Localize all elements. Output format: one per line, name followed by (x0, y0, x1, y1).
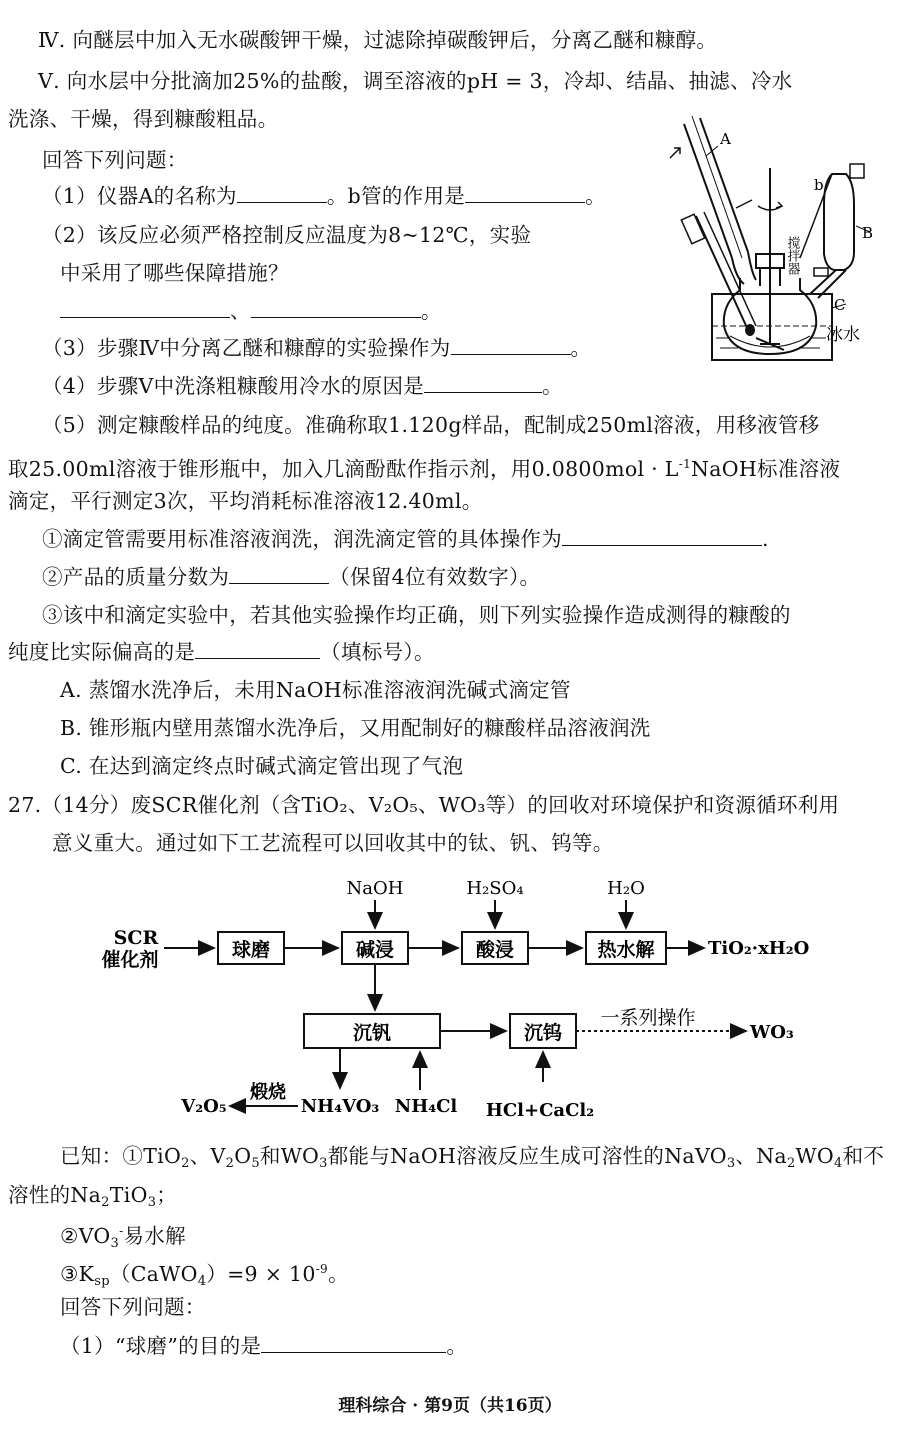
label-series-ops: 一系列操作 (600, 1007, 696, 1029)
step-5-line1: Ⅴ. 向水层中分批滴加25%的盐酸，调至溶液的pH = 3，冷却、结晶、抽滤、冷水 (38, 69, 793, 93)
flow-start-line2: 催化剂 (101, 949, 159, 971)
option-a: A. 蒸馏水洗净后，未用NaOH标准溶液润洗碱式滴定管 (60, 678, 571, 702)
question-26-5-line1: （5）测定糠酸样品的纯度。准确称取1.120g样品，配制成250ml溶液，用移液管移 (42, 413, 820, 437)
question-26-5-2: ②产品的质量分数为 （保留4位有效数字）。 (42, 565, 541, 589)
flow-start-line1: SCR (113, 927, 159, 949)
question-26-5-line2: 取25.00ml溶液于锥形瓶中，加入几滴酚酞作指示剂，用$0.0800mol \cdot L^{-1}NaOH$标准溶液 (8, 457, 841, 481)
question-27-1: （1）“球磨”的目的是 。 (60, 1334, 468, 1358)
answer-blank[interactable] (562, 527, 762, 546)
answer-blank[interactable] (465, 184, 585, 203)
page-footer: 理科综合 · 第9页（共16页） (338, 1396, 562, 1416)
box-acid-leach-label: 酸浸 (475, 939, 515, 961)
known-line1: 已知：①TiO$_2$、$V_2O_5$和$WO_3$都能与NaOH溶液反应生成可溶性的NaVO$_3$、$Na_2WO_4$和不 (60, 1144, 885, 1171)
box-w-precip-label: 沉钨 (523, 1022, 563, 1044)
answer-blank[interactable] (451, 336, 571, 355)
reagent-h2so4: H₂SO₄ (466, 878, 524, 899)
label-a: A (720, 130, 731, 148)
answer-blank[interactable] (237, 184, 327, 203)
step-5-line2: 洗涤、干燥，得到糠酸粗品。 (8, 107, 279, 131)
apparatus-diagram (660, 108, 890, 378)
reagent-naoh: NaOH (346, 878, 404, 899)
answer-blank[interactable] (229, 565, 329, 584)
known-line2: 溶性的$Na_2TiO_3$； (8, 1183, 178, 1210)
question-26-2-line1: （2）该反应必须严格控制反应温度为8~12℃，实验 (42, 223, 532, 247)
question-26-2-line2: 中采用了哪些保障措施？ (60, 261, 289, 285)
label-b: b (814, 176, 824, 194)
process-flow-diagram (100, 872, 820, 1122)
product-v2o5: V₂O₅ (181, 1096, 227, 1117)
ice-bath-container (712, 294, 832, 360)
product-wo3: WO₃ (750, 1022, 794, 1043)
answer-blank[interactable] (424, 374, 542, 393)
option-b: B. 锥形瓶内壁用蒸馏水洗净后，又用配制好的糠酸样品溶液润洗 (60, 716, 651, 740)
label-hcl-cacl2: HCl+CaCl₂ (485, 1100, 595, 1121)
label-stirrer: 搅拌器 (784, 236, 800, 275)
label-c: C (834, 296, 846, 314)
answer-blank[interactable] (60, 299, 230, 318)
question-26-1: （1）仪器A的名称为 。b管的作用是 。 (42, 184, 606, 208)
answer-blank[interactable] (251, 299, 421, 318)
box-ball-mill-label: 球磨 (231, 939, 271, 961)
question-27-line1: 27.（14分）废SCR催化剂（含TiO₂、V₂O₅、WO₃等）的回收对环境保护和资源循环利用 (8, 793, 840, 817)
answer-blank[interactable] (195, 640, 320, 659)
product-tio2: TiO₂·xH₂O (708, 938, 810, 959)
answer-intro: 回答下列问题： (42, 148, 188, 172)
question-26-3: （3）步骤Ⅳ中分离乙醚和糠醇的实验操作为 。 (42, 336, 592, 360)
label-calcine: 煅烧 (250, 1082, 286, 1103)
question-26-5-3-line2: 纯度比实际偏高的是 （填标号）。 (8, 640, 435, 664)
box-alkali-leach-label: 碱浸 (355, 939, 395, 961)
box-hydrolysis-label: 热水解 (597, 939, 655, 961)
question-26-2-blanks: 、 。 (60, 298, 442, 324)
question-26-5-3-line1: ③该中和滴定实验中，若其他实验操作均正确，则下列实验操作造成测得的糠酸的 (42, 603, 791, 627)
label-nh4vo3: NH₄VO₃ (300, 1096, 380, 1117)
known-intro: 回答下列问题： (60, 1295, 206, 1319)
known-item3: $③K_{sp}(CaWO_4)=9 \times 10^{-9}$。 (60, 1262, 349, 1289)
step-4: Ⅳ. 向醚层中加入无水碳酸钾干燥，过滤除掉碳酸钾后，分离乙醚和糠醇。 (38, 28, 718, 52)
reagent-h2o: H₂O (607, 878, 645, 899)
box-v-precip-label: 沉钒 (352, 1022, 392, 1044)
label-nh4cl: NH₄Cl (394, 1096, 458, 1117)
question-26-5-1: ①滴定管需要用标准溶液润洗，润洗滴定管的具体操作为 . (42, 527, 769, 551)
option-c: C. 在达到滴定终点时碱式滴定管出现了气泡 (60, 754, 464, 778)
known-item2: $②VO_3^-$易水解 (60, 1224, 186, 1251)
label-ice-water: 冰水 (826, 325, 860, 345)
question-27-line2: 意义重大。通过如下工艺流程可以回收其中的钛、钒、钨等。 (52, 831, 614, 855)
question-26-5-line3: 滴定，平行测定3次，平均消耗标准溶液12.40ml。 (8, 489, 483, 513)
dropping-funnel-b (824, 174, 854, 270)
label-b-funnel: B (862, 224, 874, 242)
answer-blank[interactable] (261, 1334, 446, 1353)
question-26-4: （4）步骤Ⅴ中洗涤粗糠酸用冷水的原因是 。 (42, 374, 563, 398)
